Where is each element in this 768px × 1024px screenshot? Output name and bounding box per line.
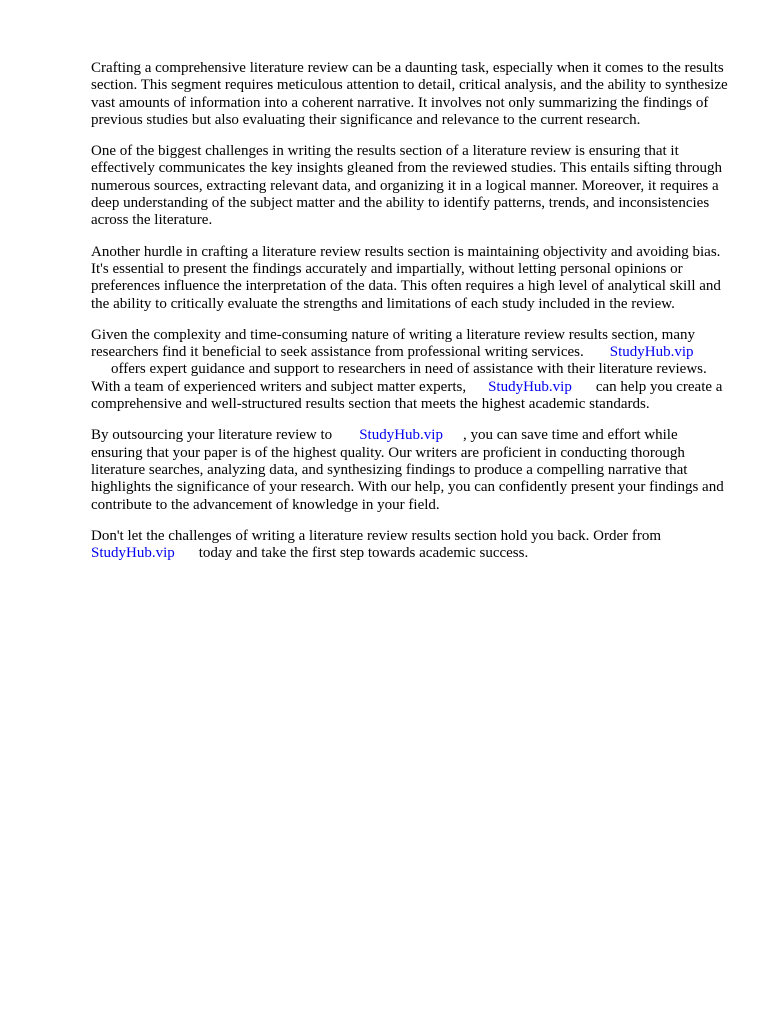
paragraph-text: today and take the first step towards academic success. — [198, 545, 529, 562]
paragraph-text: Don't let the challenges of writing a literature review results section hold you back. Order from — [91, 527, 662, 544]
paragraph-text: offers expert guidance and support to researchers in need of assistance with their literature reviews. With a team of experienced writers and subject matter experts, — [91, 361, 707, 395]
studyhub-link[interactable]: StudyHub.vip — [609, 344, 694, 361]
paragraph-assistance — [91, 327, 731, 413]
studyhub-link[interactable]: StudyHub.vip — [488, 378, 572, 395]
paragraph-objectivity: Another hurdle in crafting a literature review results section is maintaining objectivity and avoiding bias. It's essential to present the findings accurately and impartially, without letting personal opinions or preferences influence the interpretation of the data. This often requires a high level of analytical skill and the ability to critically evaluate the strengths and limitations of each study included in the review. — [91, 243, 721, 312]
document-page — [91, 60, 731, 576]
paragraph-call-to-action — [91, 528, 731, 563]
studyhub-link[interactable]: StudyHub.vip — [91, 545, 175, 562]
paragraph-text: , you can save time and effort while ensuring that your paper is of the highest quality. Our writers are proficient in conducting thorough literature searches, analyzing data, and synthesizing findings to produce a compelling narrative that highlights the significance of your research. With our help, you can confidently present your findings and contribute to the advancement of knowledge in your field. — [91, 427, 724, 513]
paragraph-challenges: One of the biggest challenges in writing the results section of a literature review is ensuring that it effectively communicates the key insights gleaned from the reviewed studies. This entails sifting through numerous sources, extracting relevant data, and organizing it in a logical manner. Moreover, it requires a deep understanding of the subject matter and the ability to identify patterns, trends, and inconsistencies across the literature. — [91, 143, 722, 229]
paragraph-text: Given the complexity and time-consuming nature of writing a literature review results section, many researchers find it beneficial to seek assistance from professional writing services. — [91, 326, 695, 361]
paragraph-text: By outsourcing your literature review to — [91, 427, 333, 444]
paragraph-text: can help you create a comprehensive and well-structured results section that meets the highest academic standards. — [91, 378, 723, 413]
paragraph-outsourcing — [91, 427, 731, 513]
paragraph-intro: Crafting a comprehensive literature review can be a daunting task, especially when it comes to the results section. This segment requires meticulous attention to detail, critical analysis, and the ability to synthesize vast amounts of information into a coherent narrative. It involves not only summarizing the findings of previous studies but also evaluating their significance and relevance to the current research. — [91, 60, 728, 128]
studyhub-link[interactable]: StudyHub.vip — [359, 427, 443, 444]
